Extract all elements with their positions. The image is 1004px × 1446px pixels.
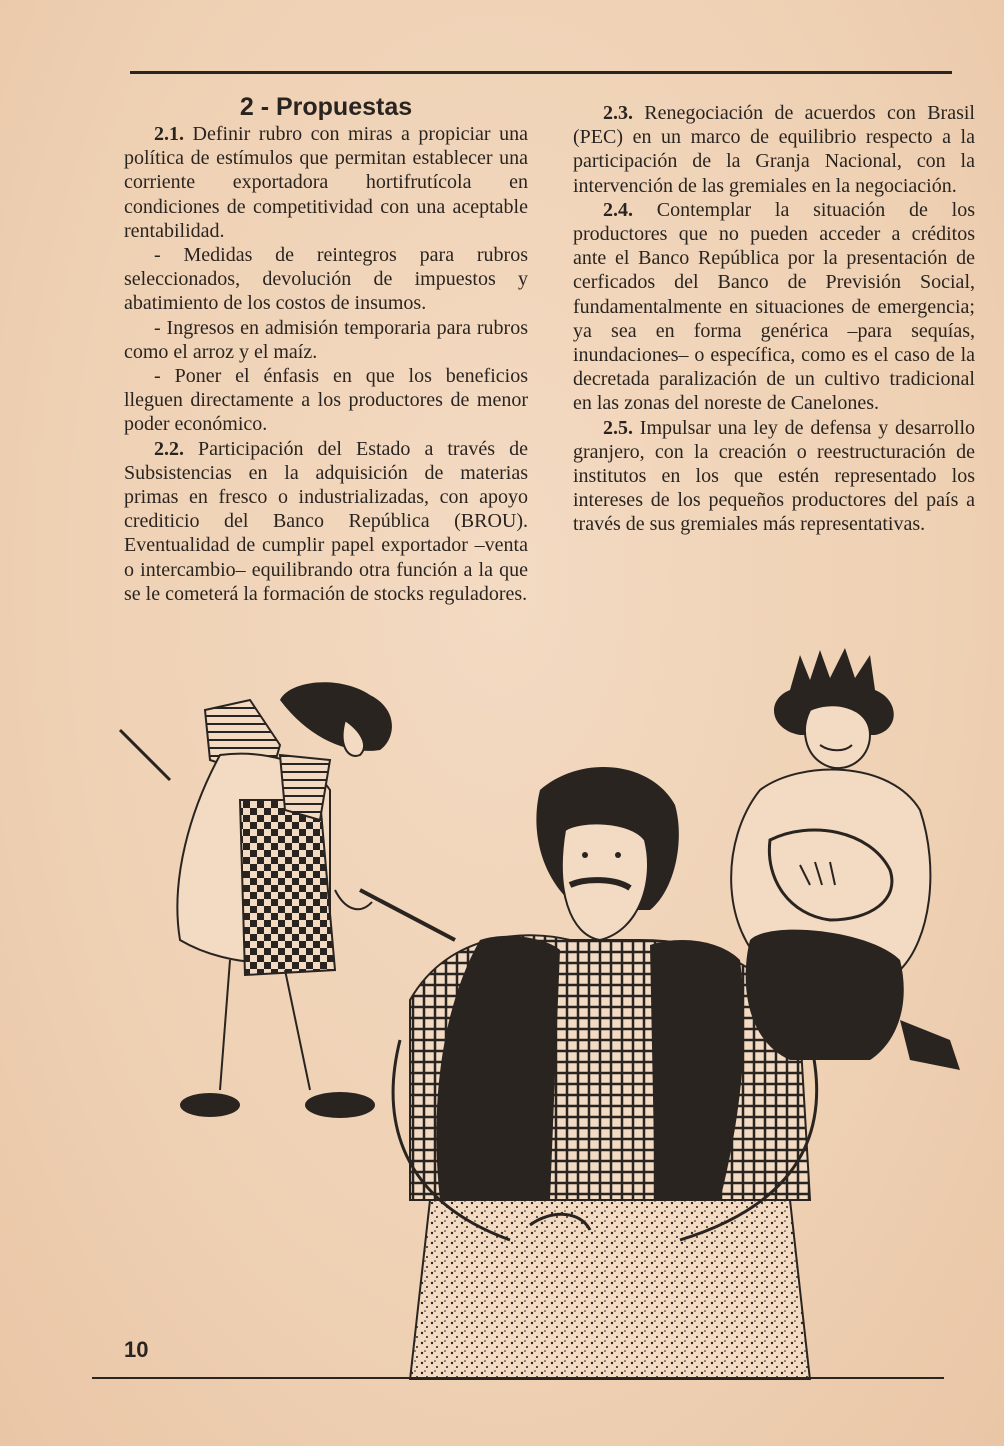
bottom-rule: [92, 1377, 944, 1379]
paragraph-bullet-ingresos: - Ingresos en admisión temporaria para rubros como el arroz y el maíz.: [124, 316, 528, 363]
paragraph-2-4: 2.4. Contemplar la situación de los productores que no pueden acceder a créditos ante el Banco República por la presentación de cerficados del Banco de Previsión Social, fundamentalmente en situaciones de emergencia; ya sea en forma genérica –para sequías, inundaciones– o específica, como es el caso de la decretada paralización de un cultivo tradicional en las zonas del noreste de Canelones.: [573, 198, 975, 415]
page-number: 10: [124, 1337, 149, 1362]
top-rule: [130, 71, 952, 74]
paragraph-2-3: 2.3. Renegociación de acuerdos con Brasil (PEC) en un marco de equilibrio respecto a la participación de la Granja Nacional, con la intervención de las gremiales en la negociación.: [573, 102, 975, 197]
farmers-illustration: [110, 640, 990, 1380]
paragraph-2-5: 2.5. Impulsar una ley de defensa y desarrollo granjero, con la creación o reestructuración de institutos en los que estén representado los intereses de los pequeños productores del país a través de sus gremiales más representativas.: [573, 416, 975, 536]
woman-with-hoe-figure: [120, 682, 455, 1118]
section-heading: 2 - Propuestas: [239, 93, 413, 121]
man-with-lamb-figure: [731, 648, 960, 1070]
paragraph-bullet-enfasis: - Poner el énfasis en que los beneficios lleguen directamente a los productores de menor poder económico.: [124, 365, 528, 436]
paragraph-bullet-reintegros: - Medidas de reintegros para rubros seleccionados, devolución de impuestos y abatimiento de los costos de insumos.: [124, 244, 528, 315]
paragraph-2-1: 2.1. Definir rubro con miras a propiciar una política de estímulos que permitan establecer una corriente exportadora hortifrutícola en condiciones de competitividad con una aceptable rentabilidad.: [124, 123, 528, 242]
right-column: [573, 101, 975, 537]
paragraph-2-2: 2.2. Participación del Estado a través de Subsistencias en la adquisición de materias primas en fresco o industrializadas, con apoyo crediticio del Banco República (BROU). Eventualidad de cumplir papel exportador –venta o intercambio– equilibrando otra función a la que se le cometerá la formación de stocks reguladores.: [124, 437, 528, 605]
left-column: [124, 92, 528, 606]
